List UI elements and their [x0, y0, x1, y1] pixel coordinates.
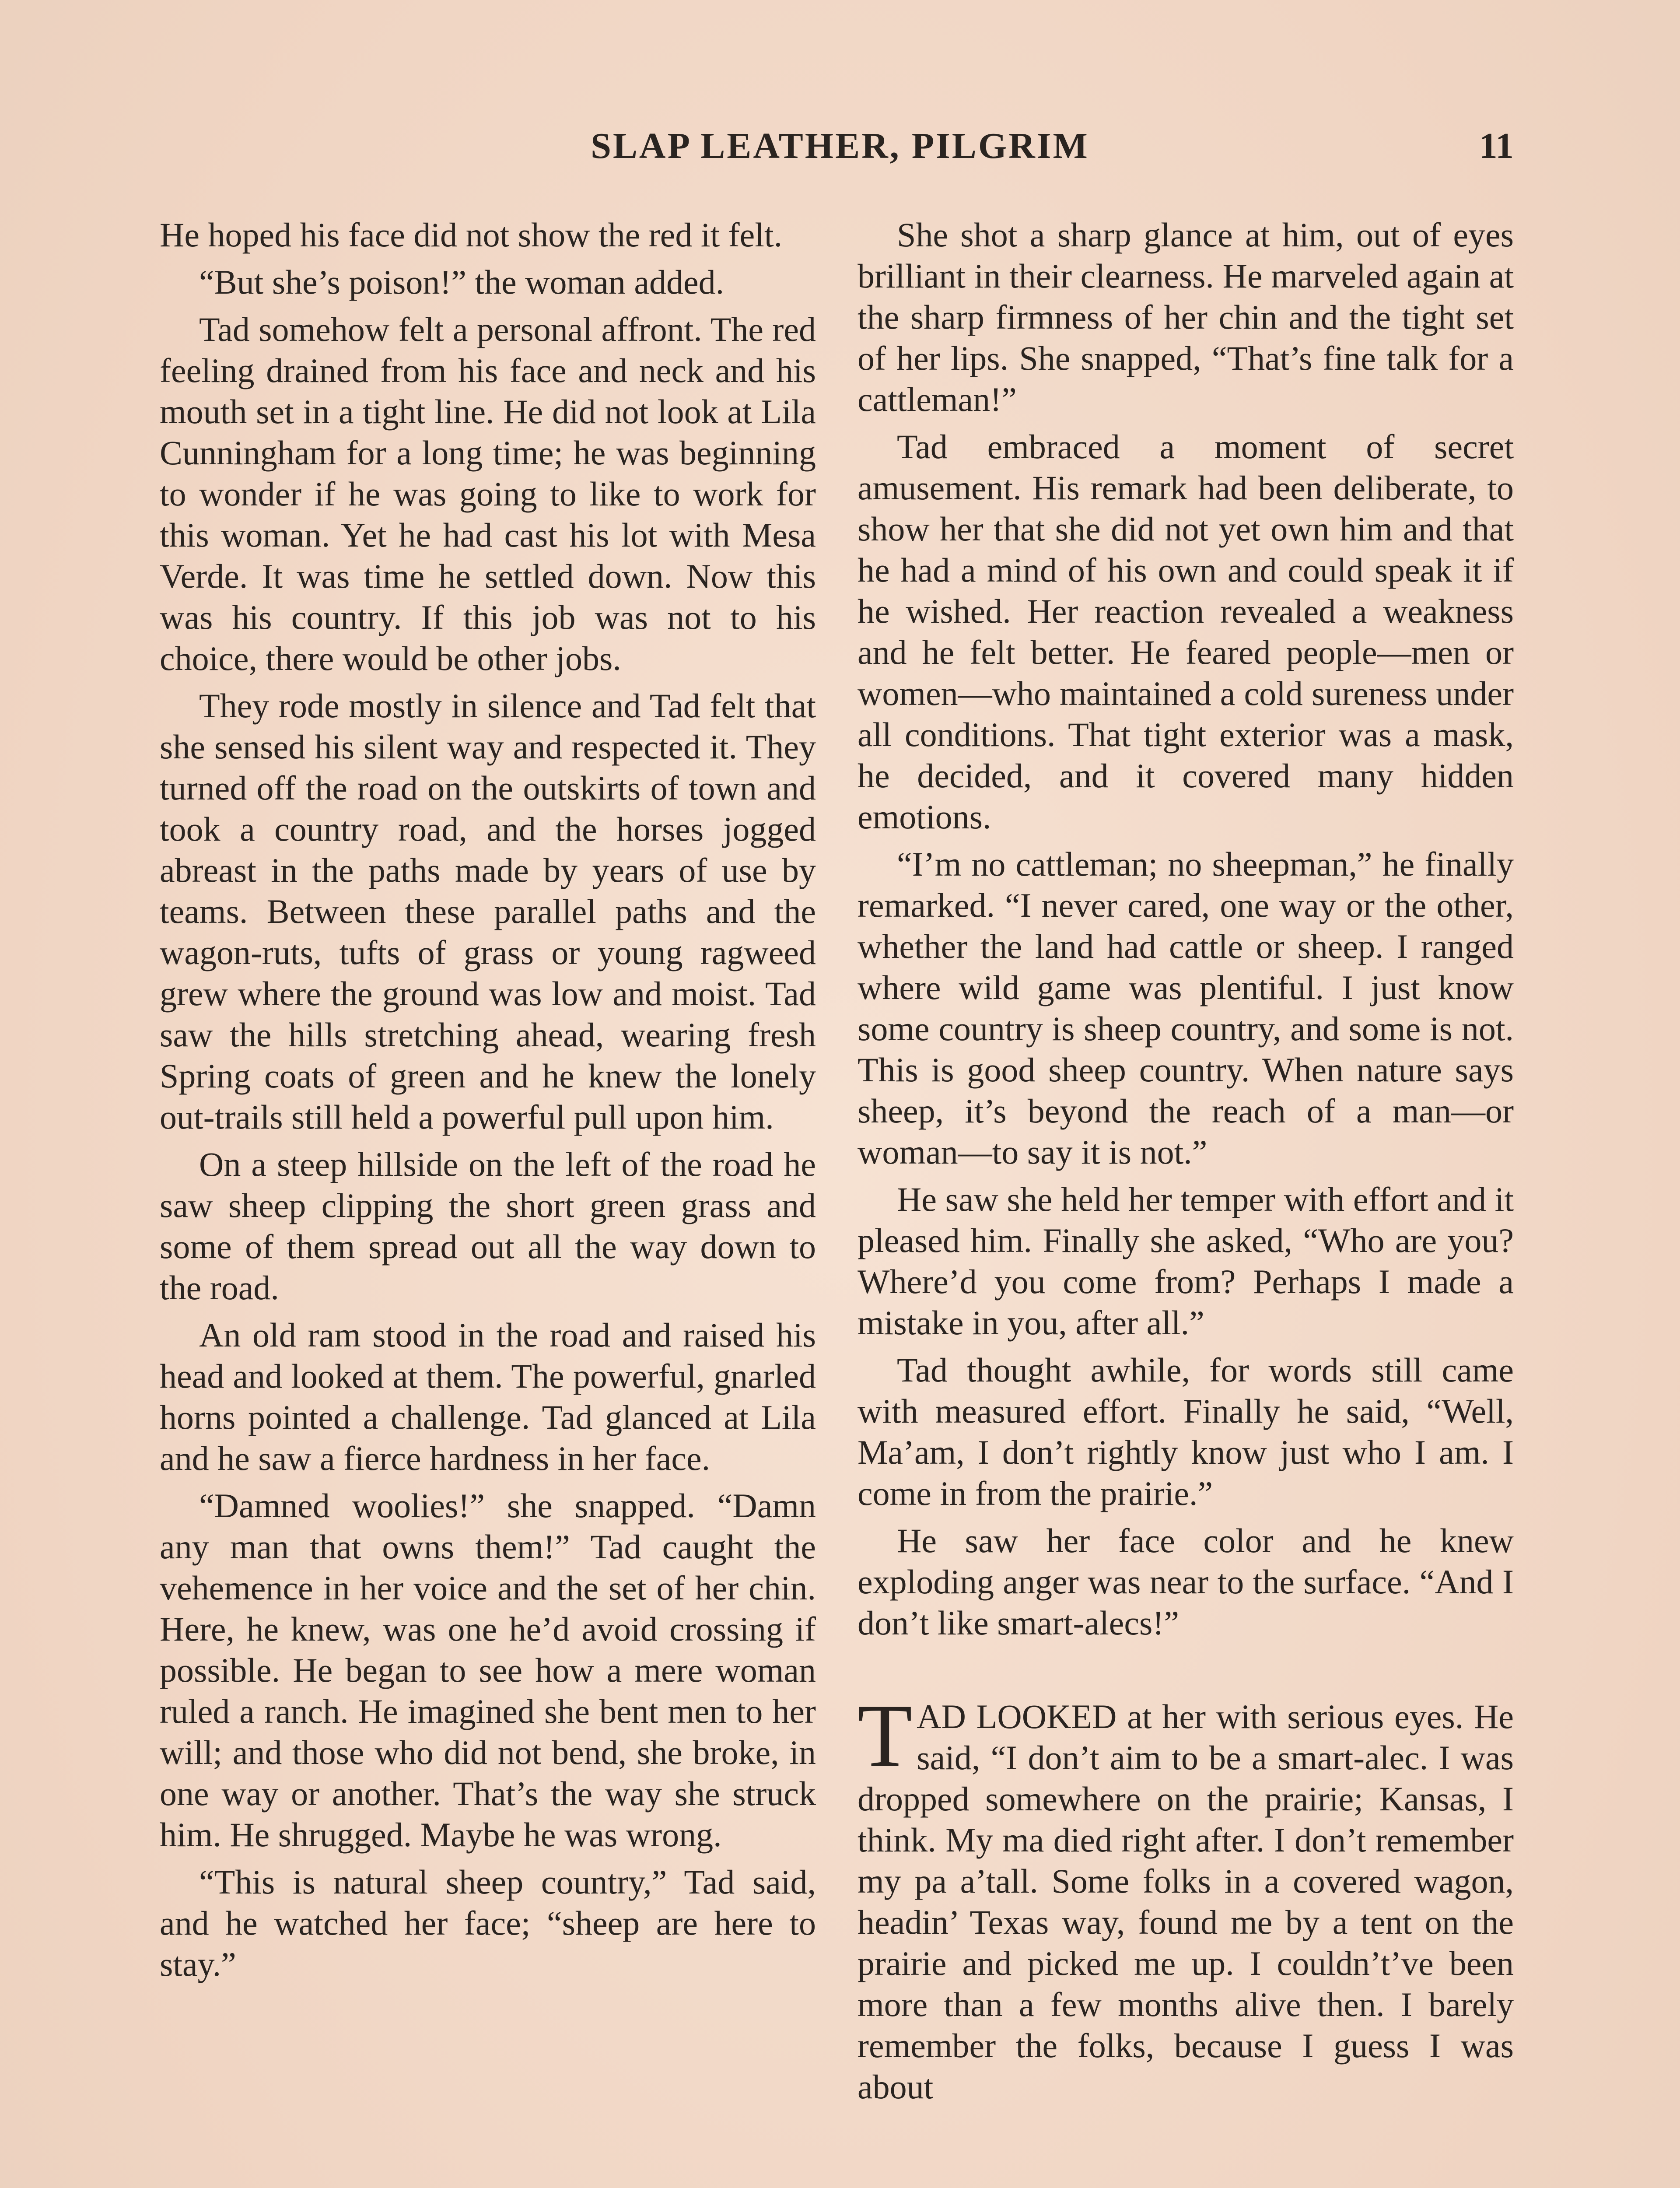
drop-cap: T [858, 1686, 913, 1785]
paragraph: “Damned woolies!” she snapped. “Damn any man that owns them!” Tad caught the vehemence in her voice and the set of her chin. Here, he knew, was one he’d avoid crossing if possible. He began to see how a mere woman ruled a ranch. He imagined she bent men to her will; and those who did not bend, she broke, in one way or another. That’s the way she struck him. He shrugged. Maybe he was wrong. [160, 1487, 816, 1854]
running-title: SLAP LEATHER, PILGRIM [591, 126, 1089, 166]
section-opening-paragraph [858, 1686, 1514, 2107]
paragraph: “I’m no cattleman; no sheepman,” he finally remarked. “I never cared, one way or the other, whether the land had cattle or sheep. I ranged where wild game was plentiful. I just know some country is sheep country, and some is not. This is good sheep country. When nature says sheep, it’s beyond the reach of a man—or woman—to say it is not.” [858, 845, 1514, 1171]
paragraph: He saw she held her temper with effort and it pleased him. Finally she asked, “Who are you? Where’d you come from? Perhaps I made a mistake in you, after all.” [858, 1180, 1514, 1342]
paragraph: Tad thought awhile, for words still came with measured effort. Finally he said, “Well, Ma’am, I don’t rightly know just who I am. I come in from the prairie.” [858, 1351, 1514, 1512]
paragraph: An old ram stood in the road and raised his head and looked at them. The powerful, gnarled horns pointed a challenge. Tad glanced at Lila and he saw a fierce hardness in her face. [160, 1316, 816, 1477]
lead-in-caps: AD LOOKED [917, 1697, 1117, 1736]
left-column [160, 214, 816, 1991]
right-column [858, 214, 1514, 2114]
paragraph: Tad embraced a moment of secret amusement. His remark had been deliberate, to show her that she did not yet own him and that he had a mind of his own and could speak it if he wished. Her reaction revealed a weakness and he felt better. He feared people—men or women—who maintained a cold sureness under all conditions. That tight exterior was a mask, he decided, and it covered many hidden emotions. [858, 428, 1514, 836]
paragraph: They rode mostly in silence and Tad felt that she sensed his silent way and respected it. They turned off the road on the outskirts of town and took a country road, and the horses jogged abreast in the paths made by years of use by teams. Between these parallel paths and the wagon-ruts, tufts of grass or young ragweed grew where the ground was low and moist. Tad saw the hills stretching ahead, wearing fresh Spring coats of green and he knew the lonely out-trails still held a powerful pull upon him. [160, 687, 816, 1136]
paragraph: He hoped his face did not show the red it felt. [160, 216, 783, 254]
paragraph: He saw her face color and he knew exploding anger was near to the surface. “And I don’t like smart-alecs!” [858, 1522, 1514, 1642]
page-header [0, 125, 1680, 177]
paragraph: On a steep hillside on the left of the road he saw sheep clipping the short green grass and some of them spread out all the way down to the road. [160, 1145, 816, 1307]
section-text: at her with serious eyes. He said, “I don’t aim to be a smart-alec. I was dropped somewhere on the prairie; Kansas, I think. My ma died right after. I don’t remember my pa a’tall. Some folks in a covered wagon, headin’ Texas way, found me by a tent on the prairie and picked me up. I couldn’t’ve been more than a few months alive then. I barely remember the folks, because I guess I was about [858, 1697, 1514, 2106]
paragraph: Tad somehow felt a personal affront. The red feeling drained from his face and neck and his mouth set in a tight line. He did not look at Lila Cunningham for a long time; he was beginning to wonder if he was going to like to work for this woman. Yet he had cast his lot with Mesa Verde. It was time he settled down. Now this was his country. If this job was not to his choice, there would be other jobs. [160, 310, 816, 677]
paragraph: “This is natural sheep country,” Tad said, and he watched her face; “sheep are here to stay.” [160, 1863, 816, 1983]
page-number: 11 [1479, 126, 1514, 166]
paragraph: “But she’s poison!” the woman added. [199, 263, 724, 301]
paragraph: She shot a sharp glance at him, out of eyes brilliant in their clearness. He marveled again at the sharp firmness of her chin and the tight set of her lips. She snapped, “That’s fine talk for a cattleman!” [858, 216, 1514, 418]
